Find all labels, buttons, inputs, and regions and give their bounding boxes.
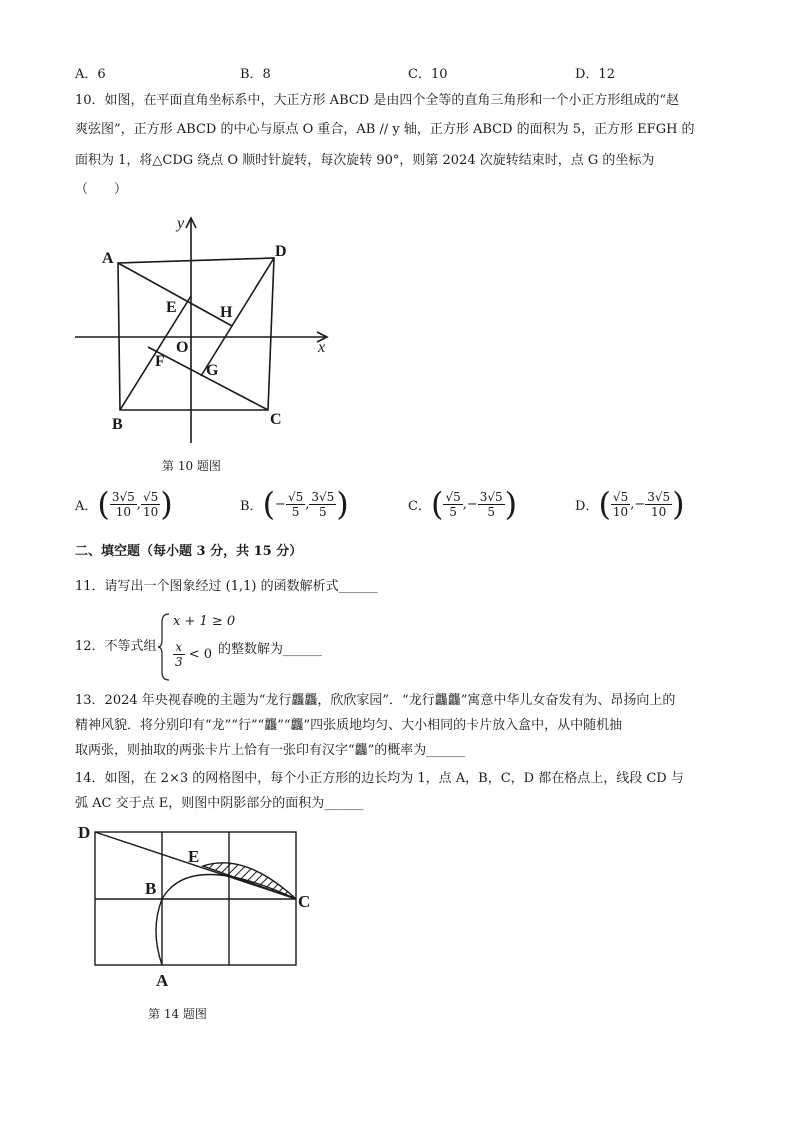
q14-figure (70, 820, 330, 1000)
q12-ineq-1: x + 1 ≥ 0 (173, 614, 236, 629)
q14-figure-caption: 第 14 题图 (148, 1007, 207, 1021)
q10-option-a: A． ( $\frac{3√5}{10}$ , $\frac{√5}{10}$ ) (75, 485, 173, 523)
q10-label-o: O (176, 339, 189, 356)
q10-label-x: x (318, 339, 326, 356)
q10-option-c: C． ( $\frac{√5}{5}$ ,− $\frac{3√5}{5}$ ) (408, 485, 518, 523)
q9-option-c: C．10 (408, 67, 448, 82)
q13-line-3: 取两张，则抽取的两张卡片上恰有一张印有汉字“龘”的概率为______ (75, 743, 466, 758)
q14-label-b: B (145, 879, 157, 898)
q10-option-b-label: B． (240, 498, 263, 514)
q14-label-c: C (298, 892, 311, 911)
q10-line-4: （ ） (75, 182, 128, 197)
q10-d-x-num: √5 (612, 489, 629, 504)
section-2-title: 二、填空题（每小题 3 分，共 15 分） (75, 544, 303, 559)
q14-label-a: A (156, 971, 169, 990)
q14-line-1: 14．如图，在 2×3 的网格图中，每个小正方形的边长均为 1，点 A，B，C，D 都在格点上，线段 CD 与 (75, 771, 684, 786)
q10-c-x-num: √5 (445, 489, 461, 504)
q12-ineq-2 (173, 640, 212, 669)
q10-a-x-num: 3√5 (111, 489, 135, 504)
q12-brace (157, 612, 171, 682)
q10-c-y-den: 5 (487, 504, 496, 519)
q10-line-2: 爽弦图”，正方形 ABCD 的中心与原点 O 重合，AB // y 轴，正方形 ABCD 的面积为 5，正方形 EFGH 的 (75, 122, 695, 137)
q10-label-d: D (275, 243, 287, 260)
q14-label-d: D (78, 823, 91, 842)
q10-label-a: A (102, 250, 114, 267)
q10-label-c: C (270, 411, 282, 428)
q10-option-c-label: C． (408, 498, 431, 514)
q12-ineq-2-den: 3 (175, 655, 183, 669)
q9-option-b: B．8 (240, 67, 271, 82)
q10-a-y-num: √5 (142, 489, 159, 504)
q10-d-y-num: 3√5 (647, 489, 671, 504)
q10-line-3: 面积为 1，将△CDG 绕点 O 顺时针旋转，每次旋转 90°，则第 2024 次旋转结束时，点 G 的坐标为 (75, 153, 655, 168)
q10-label-b: B (112, 416, 123, 433)
q10-b-y-den: 5 (319, 504, 327, 519)
q10-d-y-den: 10 (651, 504, 667, 519)
q13-line-2: 精神风貌．将分别印有“龙”“行”“龘”“龘”四张质地均匀、大小相同的卡片放入盒中，从中随机抽 (75, 718, 623, 733)
q10-c-y-num: 3√5 (479, 489, 503, 504)
q11-text: 11．请写出一个图象经过 (1,1) 的函数解析式______ (75, 579, 378, 594)
q10-option-d-label: D． (575, 498, 599, 514)
q10-figure (70, 210, 340, 450)
q12-suffix: 的整数解为______ (218, 642, 323, 657)
q10-label-y: y (177, 215, 185, 232)
q10-label-g: G (206, 362, 219, 379)
q10-label-e: E (166, 299, 177, 316)
q12-ineq-2-num: x (173, 640, 185, 655)
q10-figure-caption: 第 10 题图 (162, 459, 221, 473)
q14-line-2: 弧 AC 交于点 E，则图中阴影部分的面积为______ (75, 796, 364, 811)
q10-c-x-den: 5 (449, 504, 457, 519)
q12-ineq-2-rest: < 0 (188, 647, 213, 662)
q10-option-d: D． ( $\frac{√5}{10}$ ,− $\frac{3√5}{10}$ ) (575, 485, 685, 523)
q10-d-x-den: 10 (612, 504, 629, 519)
q13-line-1: 13．2024 年央视春晚的主题为“龙行龘龘，欣欣家园”．“龙行龘龘”寓意中华儿女奋发有为、昂扬向上的 (75, 693, 676, 708)
q10-b-x-den: 5 (291, 504, 300, 519)
q12-prefix: 12．不等式组 (75, 639, 157, 654)
q10-option-a-label: A． (75, 498, 98, 514)
q10-b-y-num: 3√5 (311, 489, 335, 504)
q14-label-e: E (188, 847, 200, 866)
q10-a-x-den: 10 (115, 504, 131, 519)
q9-option-d: D．12 (575, 67, 615, 82)
q10-a-y-den: 10 (142, 504, 159, 519)
q10-b-x-num: √5 (287, 489, 304, 504)
q10-line-1: 10．如图，在平面直角坐标系中，大正方形 ABCD 是由四个全等的直角三角形和一个小正方形组成的“赵 (75, 93, 680, 108)
q9-option-a: A．6 (75, 67, 106, 82)
q10-label-f: F (155, 353, 165, 370)
q10-option-b: B． ( − $\frac{√5}{5}$ , $\frac{3√5}{5}$ ) (240, 485, 349, 523)
q10-label-h: H (220, 304, 233, 321)
